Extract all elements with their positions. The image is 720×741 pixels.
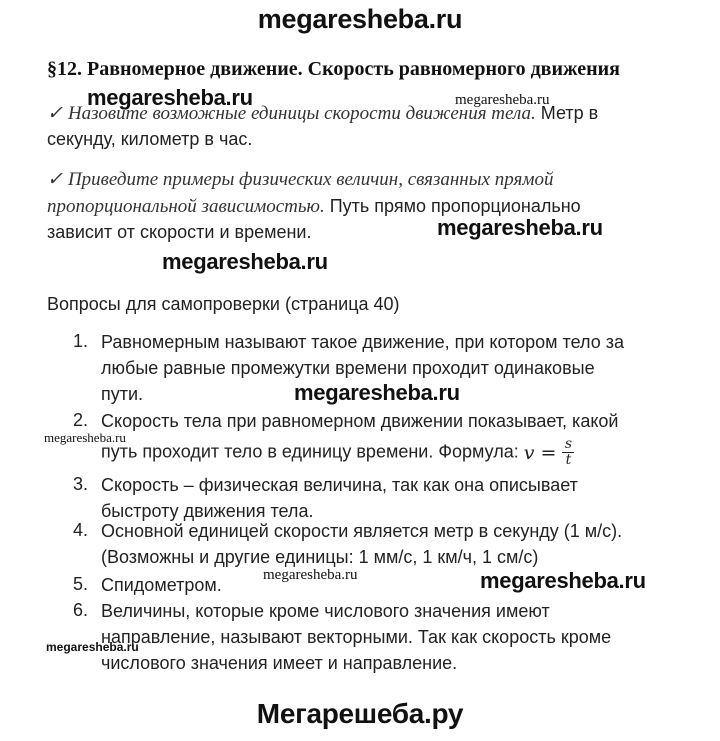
task-2-question-line-1: Приведите примеры физических величин, связанных прямой	[67, 169, 554, 190]
answer-1-line-2: любые равные промежутки времени проходит одинаковые	[101, 358, 595, 378]
footer-watermark: Мегарешеба.ру	[256, 698, 464, 729]
answer-5-number: 5.	[72, 574, 88, 594]
answer-4-line-2: (Возможны и другие единицы: 1 мм/с, 1 км/ч, 1 см/с)	[101, 547, 539, 567]
answer-3-number: 3.	[72, 474, 88, 494]
watermark-5: megaresheba.ru	[294, 380, 460, 405]
answer-6-line-3: числового значения имеет и направление.	[101, 653, 458, 673]
task-1-check: ✓	[47, 103, 63, 124]
watermark-9: megaresheba.ru	[46, 640, 139, 654]
answer-2-line-2-text: путь проходит тело в единицу времени. Формула:	[101, 441, 519, 462]
answer-6-line-1: Величины, которые кроме числового значения имеют	[101, 601, 550, 621]
answer-1-number: 1.	[72, 331, 88, 351]
section-title: §12. Равномерное движение. Скорость равномерного движения	[47, 58, 620, 80]
formula-numerator: s	[564, 436, 573, 452]
task-2-answer-line-3: зависит от скорости и времени.	[47, 222, 312, 242]
task-2-answer-start: Путь прямо пропорционально	[329, 196, 581, 216]
answer-5-line-1: Спидометром.	[101, 575, 222, 595]
self-check-title: Вопросы для самопроверки (страница 40)	[47, 294, 400, 314]
task-1-question: Назовите возможные единицы скорости движения тела.	[67, 103, 536, 124]
answer-1-line-1: Равномерным называют такое движение, при котором тело за	[101, 332, 624, 352]
answer-2-line-2	[101, 437, 574, 468]
task-2-line-1	[47, 166, 553, 193]
task-1-answer-line-2: секунду, километр в час.	[47, 129, 253, 149]
watermark-4: megaresheba.ru	[162, 249, 328, 274]
answer-6-number: 6.	[72, 600, 88, 620]
header-watermark: megaresheba.ru	[257, 4, 463, 34]
answer-2-number: 2.	[72, 410, 88, 430]
formula-denominator: t	[565, 452, 572, 468]
watermark-8: megaresheba.ru	[480, 568, 646, 593]
watermark-2: megaresheba.ru	[455, 92, 550, 108]
task-2-question-line-2: пропорциональной зависимостью.	[47, 196, 325, 217]
answer-3-line-2: быстроту движения тела.	[101, 501, 314, 521]
answer-3-line-1: Скорость – физическая величина, так как она описывает	[101, 475, 578, 495]
watermark-7: megaresheba.ru	[263, 567, 358, 583]
task-2-check: ✓	[47, 169, 63, 190]
answer-4-number: 4.	[72, 520, 88, 540]
watermark-6: megaresheba.ru	[44, 430, 126, 445]
answer-4-line-1: Основной единицей скорости является метр в секунду (1 м/с).	[101, 521, 623, 541]
formula-equals: =	[540, 441, 557, 464]
task-1-answer-start: Метр в	[540, 103, 599, 123]
velocity-formula	[524, 437, 575, 468]
answer-2-line-1: Скорость тела при равномерном движении показывает, какой	[101, 411, 619, 431]
formula-fraction	[562, 437, 574, 468]
watermark-3: megaresheba.ru	[437, 215, 603, 240]
answer-6-line-2: направление, называют векторными. Так как скорость кроме	[101, 627, 612, 647]
watermark-1: megaresheba.ru	[87, 85, 253, 110]
formula-lhs: v	[523, 441, 535, 464]
answer-1-line-3: пути.	[101, 384, 144, 404]
